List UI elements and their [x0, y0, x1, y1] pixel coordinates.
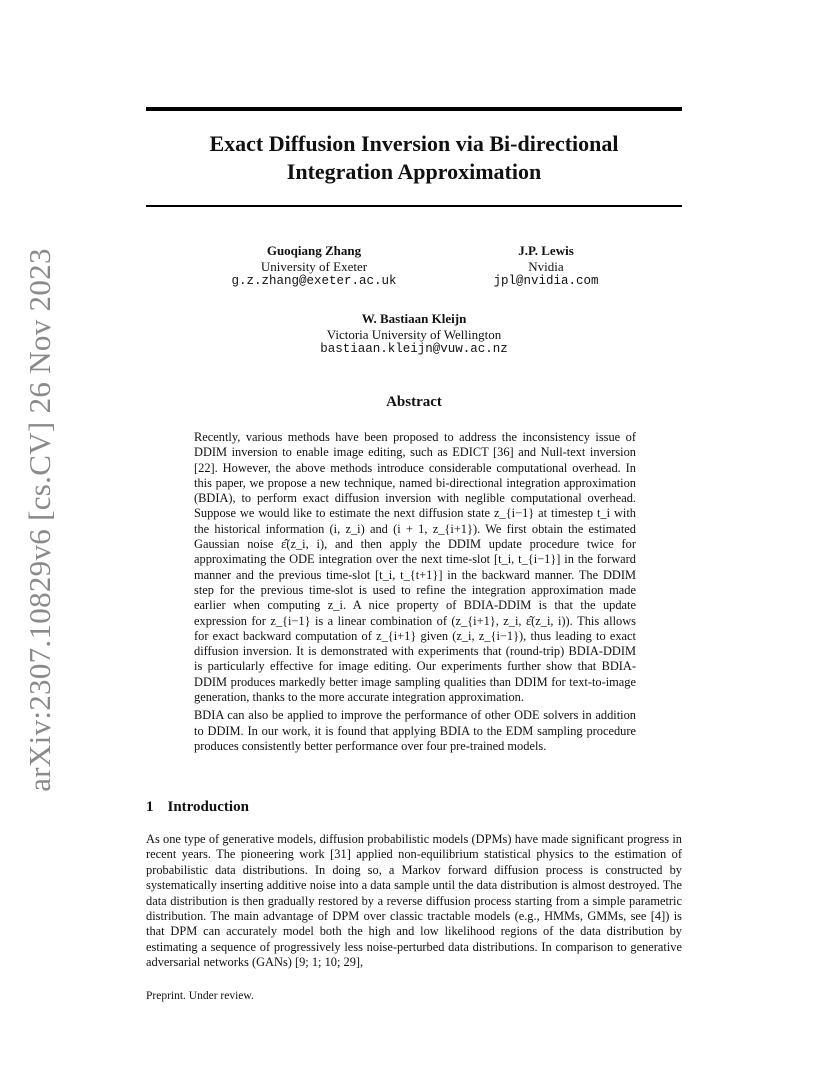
arxiv-stamp-text: arXiv:2307.10829v6 [cs.CV] 26 Nov 2023 — [22, 248, 57, 792]
section-heading — [146, 799, 249, 816]
paper-title — [146, 130, 682, 186]
abstract-paragraph: Recently, various methods have been proposed to address the inconsistency issue of DDIM inversion to enable image editing, such as EDICT [36] and Null-text inversion [22]. However, the above methods introduce considerable computational overhead. In this paper, we propose a new technique, named bi-directional integration approximation (BDIA), to perform exact diffusion inversion with neglible computational overhead. Suppose we would like to estimate the next diffusion state z_{i−1} at timestep t_i with the historical information (i, z_i) and (i + 1, z_{i+1}). We first obtain the estimated Gaussian noise ε̂(z_i, i), and then apply the DDIM update procedure twice for approximating the ODE integration over the next time-slot [t_i, t_{i−1}] in the forward manner and the previous time-slot [t_i, t_{t+1}] in the backward manner. The DDIM step for the previous time-slot is used to refine the integration approximation made earlier when computing z_i. A nice property of BDIA-DDIM is that the update expression for z_{i−1} is a linear combination of (z_{i+1}, z_i, ε̂(z_i, i)). This allows for exact backward computation of z_{i+1} given (z_i, z_{i−1}), thus leading to exact diffusion inversion. It is demonstrated with experiments that (round-trip) BDIA-DDIM is particularly effective for image editing. Our experiments further show that BDIA-DDIM produces markedly better image sampling qualities than DDIM for text-to-image generation, thanks to the more accurate integration approximation. — [194, 430, 636, 705]
author-block — [294, 311, 534, 358]
title-line: Exact Diffusion Inversion via Bi-directional — [209, 131, 619, 156]
title-top-rule — [146, 107, 682, 111]
author-name: Guoqiang Zhang — [266, 243, 362, 258]
arxiv-identifier-stamp — [20, 248, 60, 792]
author-email[interactable]: bastiaan.kleijn@vuw.ac.nz — [320, 342, 508, 356]
abstract-heading: Abstract — [386, 394, 442, 410]
author-block — [466, 243, 626, 290]
footer-note: Preprint. Under review. — [146, 990, 254, 1002]
abstract-body — [194, 430, 636, 757]
abstract-paragraph: BDIA can also be applied to improve the performance of other ODE solvers in addition to DDIM. In our work, it is found that applying BDIA to the EDM sampling procedure produces consistently better performance over four pre-trained models. — [194, 708, 636, 753]
title-bottom-rule — [146, 205, 682, 207]
intro-paragraph: As one type of generative models, diffusion probabilistic models (DPMs) have made significant progress in recent years. The pioneering work [31] applied non-equilibrium statistical physics to the estimation of probabilistic data distributions. In doing so, a Markov forward diffusion process is constructed by systematically inserting additive noise into a data sample until the data distribution is almost destroyed. The data distribution is then gradually restored by a reverse diffusion process starting from a simple parametric distribution. The main advantage of DPM over classic tractable models (e.g., HMMs, GMMs, see [4]) is that DPM can accurately model both the high and low likelihood regions of the data distribution by estimating a sequence of progressively less noise-perturbed data distributions. In comparison to generative adversarial networks (GANs) [9; 1; 10; 29], — [146, 832, 682, 970]
title-line: Integration Approximation — [286, 159, 542, 184]
author-name: W. Bastiaan Kleijn — [361, 311, 467, 326]
author-email[interactable]: jpl@nvidia.com — [493, 274, 599, 288]
section-number: 1 — [146, 799, 154, 815]
author-affiliation: Victoria University of Wellington — [326, 326, 502, 342]
author-affiliation: Nvidia — [528, 258, 564, 274]
author-block — [214, 243, 414, 290]
author-email[interactable]: g.z.zhang@exeter.ac.uk — [231, 274, 397, 288]
author-affiliation: University of Exeter — [260, 258, 368, 274]
author-name: J.P. Lewis — [518, 243, 574, 258]
section-title: Introduction — [167, 799, 249, 815]
